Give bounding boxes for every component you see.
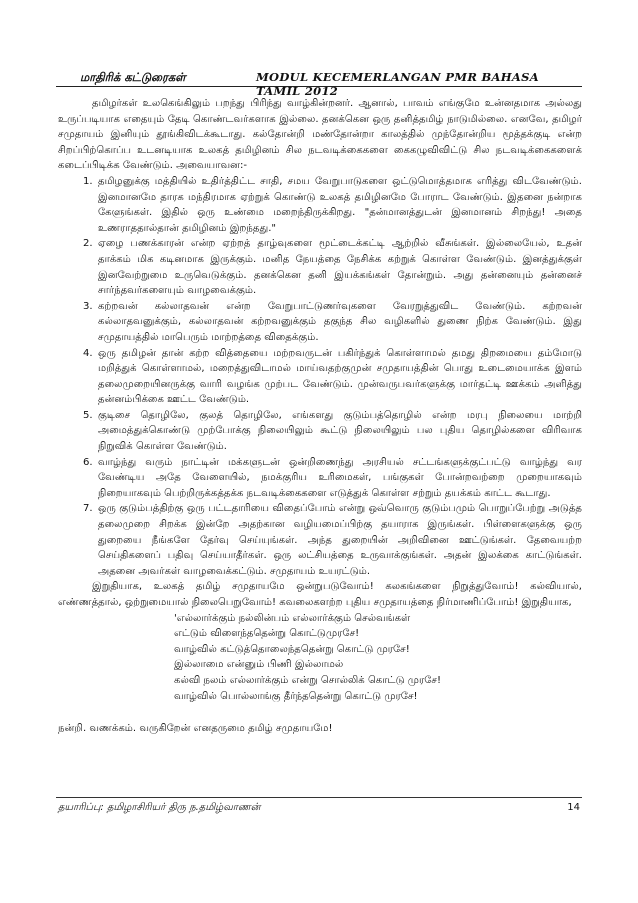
header-left-title: மாதிரிக் கட்டுரைகள்: [80, 70, 186, 84]
points-list: [58, 174, 582, 579]
header-rule: [56, 86, 582, 87]
poem-line: இல்லாமை என்னும் பிணி இல்லாமல்: [174, 659, 344, 671]
conclusion-paragraph: இறுதியாக, உலகத் தமிழ் சமுதாயமே ஒன்றுபடுவோம்! கலகங்களை நிறுத்துவோம்! கல்வியால், எண்ணத்தால், ஒற்றுமையால் நிலைபெறுவோம்! கவலைகளற்ற புதிய சமுதாயத்தை நிர்மாணிப்போம்! இறுதியாக,: [58, 581, 582, 608]
poem-line: 'எல்லார்க்கும் நல்லின்பம் எல்லார்க்கும் செல்வங்கள்: [174, 612, 411, 624]
header-right-title: MODUL KECEMERLANGAN PMR BAHASA TAMIL 2012: [256, 70, 539, 98]
list-item: 3. கற்றவன் கல்லாதவன் என்ற வேறுபாட்டுணர்வுகளை வேரறுத்துவிட வேண்டும். கற்றவன் கல்லாதவனுக்கும், கல்லாதவன் கற்றவனுக்கும் தகுந்த சில வழிகளில் துணை நிற்க வேண்டும். இது சமுதாயத்தில் மாபெரும் மாற்றத்தை விதைக்கும்.: [83, 300, 582, 343]
list-item: 5. குடிசை தொழிலே, குலத் தொழிலே, எங்களது குடும்பத்தொழில் என்ற மரபு நிலையை மாற்றி அமைத்துக்கொண்டு முற்போக்கு நிலையிலும் கூட்டு நிலையிலும் பல புதிய தொழில்களை விரிவாக நிறுவிக் கொள்ள வேண்டும்.: [83, 409, 582, 453]
poem-line: வாழ்வில் கட்டுத்தொலைந்ததென்று கொட்டு முரசே!: [174, 643, 410, 655]
list-item: 4. ஒரு தமிழன் தான் கற்ற வித்தையை மற்றவருடன் பகிர்ந்துக் கொள்ளாமல் தமது திறமையை தம்மோடு மறித்துக் கொள்ளாமல், மறைத்துவிடாமல் மாய்வதற்குமுன் சமுதாயத்தின் பொது உடைமையாக்க இளம் தலைமுறையினருக்கு வாரி வழங்க முற்பட வேண்டும். முன்வருபவர்களுக்கு மார்தட்டி ஊக்கம் அளித்து தன்னம்பிக்கை ஊட்ட வேண்டும்.: [83, 347, 582, 406]
poem-block: [174, 611, 582, 705]
footer-rule: [56, 797, 582, 798]
page-number: 14: [567, 802, 580, 813]
list-item: 6. வாழ்ந்து வரும் நாட்டின் மக்களுடன் ஒன்றிணைந்து அரசியல் சட்டங்களுக்குட்பட்டு வாழ்ந்து வர வேண்டிய அதே வேளையில், நமக்குரிய உரிமைகள், பங்குகள் போன்றவற்றை முறையாகவும் நிறையாகவும் பெற்றிருக்கத்தக்க நடவடிக்கைகளை எடுத்துக் கொள்ள சற்றும் தயக்கம் காட்ட கூடாது.: [83, 456, 582, 499]
poem-line: வாழ்வில் பொல்லாங்கு தீர்ந்ததென்று கொட்டு முரசே!: [174, 690, 418, 702]
poem-line: கல்வி நலம் எல்லார்க்கும் என்று சொல்லிக் கொட்டு முரசே!: [174, 674, 442, 686]
closing-line: நன்றி. வணக்கம். வருகிறேன் எனதருமை தமிழ் சமுதாயமே!: [58, 723, 333, 735]
page-footer: [58, 802, 580, 814]
list-item: 2. ஏழை பணக்காரன் என்ற ஏற்றத் தாழ்வுகளை மூட்டைக்கட்டி ஆற்றில் வீசுங்கள். இல்லையேல், உதன் தாக்கம் மிக கடினமாக இருக்கும். மனித நேயத்தை நேசிக்க கற்றுக் கொள்ள வேண்டும். இனத்துக்குள் இனவேற்றுமை உருவெடுக்கும். தனக்கென தனி இயக்கங்கள் தோன்றும். அது தன்னையும் தன்னைச் சார்ந்தவர்களையும் வாழவைக்கும்.: [83, 238, 582, 297]
list-item: 7. ஒரு குடும்பத்திற்கு ஒரு பட்டதாரியை விதைப்போம் என்று ஒவ்வொரு குடும்பமும் பொறுப்பேற்று அடுத்த தலைமுறை சிறக்க இன்றே அதற்கான வழியமைப்பிற்கு தயாராக இருங்கள். பிள்ளைகளுக்கு ஒரு துறையை நீங்களே தேர்வு செய்யுங்கள். அந்த துறையின் அறிவினை ஊட்டுங்கள். தேவையற்ற செய்திகளைப் பதிவு செய்யாதீர்கள். ஒரு லட்சியத்தை உருவாக்குங்கள். அதன் இலக்கை காட்டுங்கள். அதனை அவர்கள் வாழவைக்கட்டும். சமுதாயம் உயரட்டும்.: [83, 503, 582, 577]
footer-credit: தயாரிப்பு: தமிழாசிரியர் திரு ந.தமிழ்வாணன்: [58, 802, 261, 813]
list-item: 1. தமிழனுக்கு மத்தியில் உதிர்த்திட்ட சாதி, சமய வேறுபாடுகளை ஒட்டுமொத்தமாக எரித்து விடவேண்டும். இனமானமே தாரக மந்திரமாக ஏற்றுக் கொண்டு உலகத் தமிழினமே போராட வேண்டும். இதனை நன்றாக கேளுங்கள். இதில் ஒரு உண்மை மறைந்திருக்கிறது. "தன்மானத்துடன் இனமானம் சிறந்து! அதை உணராததால்தான் தமிழினம் இறந்தது.": [83, 175, 582, 234]
intro-paragraph: தமிழர்கள் உலகெங்கிலும் பறந்து பிரிந்து வாழ்கின்றனர். ஆனால், பாவம் எங்குமே உன்னதமாக அல்லது உருப்படியாக எதையும் தேடி கொண்டவர்களாக இல்லை. தனக்கென ஒரு தனித்தமிழ் நாடுமில்லை. எனவே, தமிழர் சமுதாயம் இனியும் தூங்கிவிடக்கூடாது. கல்தோன்றி மண்தோன்றா காலத்தில் முந்தோன்றிய மூத்தக்குடி என்ற சிறப்பிற்கொப்ப உடனடியாக உலகத் தமிழினம் சில நடவடிக்கைகளை கைகழுவிவிட்டு சில நடவடிக்கைகளைக் கடைப்பிடிக்க வேண்டும். அவையாவன:-: [58, 98, 582, 172]
poem-line: எட்டும் விளைந்ததென்று கொட்டுமுரசே!: [174, 628, 360, 640]
essay-body: [58, 96, 582, 737]
